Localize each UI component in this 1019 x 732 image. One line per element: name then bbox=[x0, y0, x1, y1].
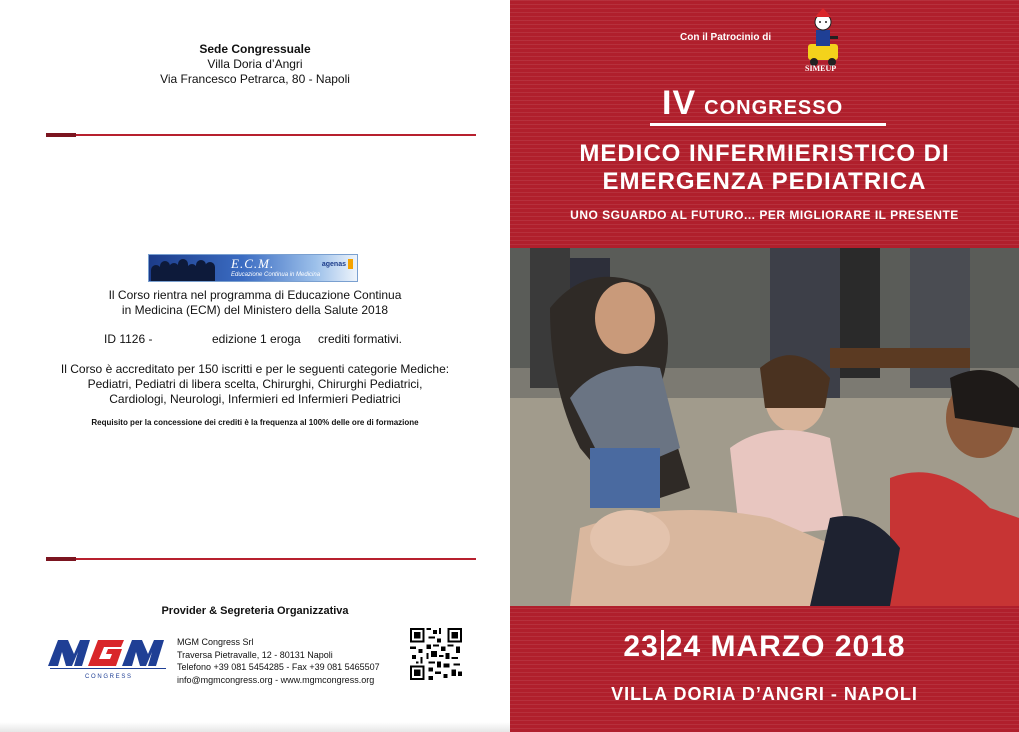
ecm-banner-title: E.C.M. bbox=[231, 256, 275, 271]
title-line-2: EMERGENZA PEDIATRICA bbox=[602, 168, 927, 195]
congress-edition bbox=[662, 84, 843, 123]
credit-requirement: Requisito per la concessione dei crediti è la frequenza al 100% delle ore di formazione bbox=[91, 418, 419, 427]
divider-bottom bbox=[46, 558, 476, 560]
ecm-description bbox=[0, 288, 510, 318]
venue-heading: Sede Congressuale bbox=[199, 42, 311, 56]
ecm-cat-line-3: Cardiologi, Neurologi, Infermieri ed Infermieri Pediatrici bbox=[109, 392, 401, 406]
edition-number: IV bbox=[662, 84, 697, 122]
congress-title bbox=[510, 140, 1019, 196]
congress-word: CONGRESSO bbox=[704, 97, 844, 119]
agenas-label: agenas bbox=[321, 260, 346, 268]
venue-name: Villa Doria d’Angri bbox=[207, 57, 303, 71]
provider-name: MGM Congress Srl bbox=[177, 637, 254, 647]
event-place: VILLA DORIA D’ANGRI - NAPOLI bbox=[611, 684, 918, 704]
provider-phones: Telefono +39 081 5454285 - Fax +39 081 5465507 bbox=[177, 662, 380, 672]
provider-heading: Provider & Segreteria Organizzativa bbox=[161, 605, 349, 617]
congress-subtitle: UNO SGUARDO AL FUTURO... PER MIGLIORARE IL PRESENTE bbox=[570, 208, 959, 222]
agenas-logo bbox=[322, 259, 353, 269]
divider-top bbox=[46, 134, 476, 136]
mgm-logo-sub: C O N G R E S S bbox=[84, 674, 132, 680]
ecm-banner bbox=[148, 254, 358, 282]
title-line-1: MEDICO INFERMIERISTICO DI bbox=[579, 140, 950, 167]
cover-photo bbox=[510, 248, 1019, 606]
simeup-logo bbox=[802, 8, 844, 72]
right-panel bbox=[510, 0, 1019, 732]
simeup-label: SIMEUP bbox=[805, 64, 837, 73]
date-rest: 24 MARZO 2018 bbox=[665, 630, 906, 663]
ecm-categories bbox=[0, 362, 510, 407]
ecm-people-image bbox=[151, 257, 221, 281]
qr-code[interactable] bbox=[410, 628, 462, 680]
date-separator bbox=[661, 630, 664, 660]
ecm-cat-line-2: Pediatri, Pediatri di libera scelta, Chirurghi, Chirurghi Pediatrici, bbox=[87, 377, 423, 391]
bottom-strip bbox=[0, 722, 510, 732]
ecm-id: ID 1126 - bbox=[104, 332, 153, 346]
ecm-banner-subtitle: Educazione Continua in Medicina bbox=[231, 272, 321, 278]
ecm-line-2: in Medicina (ECM) del Ministero della Salute 2018 bbox=[121, 303, 389, 317]
mgm-logo bbox=[46, 634, 172, 682]
event-date bbox=[510, 630, 1019, 664]
ecm-credits: crediti formativi. bbox=[318, 332, 403, 346]
venue-block bbox=[0, 42, 510, 87]
ecm-line-1: Il Corso rientra nel programma di Educazione Continua bbox=[108, 288, 402, 302]
venue-address: Via Francesco Petrarca, 80 - Napoli bbox=[160, 72, 350, 86]
ecm-edition: edizione 1 eroga bbox=[212, 332, 301, 346]
date-day-1: 23 bbox=[623, 630, 659, 663]
congress-underline bbox=[650, 123, 886, 126]
ecm-cat-line-1: Il Corso è accreditato per 150 iscritti e per le seguenti categorie Mediche: bbox=[60, 362, 450, 376]
provider-contacts: info@mgmcongress.org - www.mgmcongress.org bbox=[177, 674, 375, 685]
patronage-label: Con il Patrocinio di bbox=[680, 32, 772, 43]
provider-address: Traversa Pietravalle, 12 - 80131 Napoli bbox=[177, 649, 333, 660]
provider-info bbox=[177, 636, 380, 686]
